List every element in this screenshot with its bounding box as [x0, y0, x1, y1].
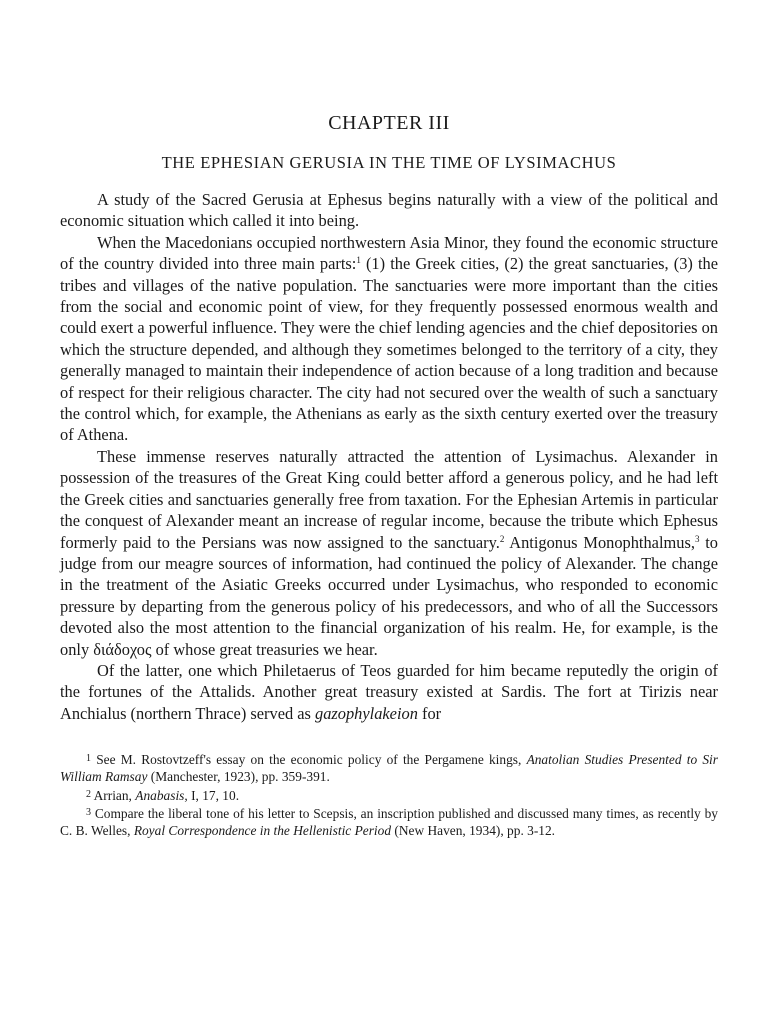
footnote-ref-3: 3: [694, 533, 700, 544]
greek-word: διάδοχος: [93, 639, 152, 659]
chapter-heading: CHAPTER III: [328, 112, 450, 134]
body-text: [60, 189, 718, 724]
italic-term: gazophylakeion: [315, 703, 418, 723]
chapter-title: THE EPHESIAN GERUSIA IN THE TIME OF LYSIMACHUS: [161, 153, 617, 172]
footnotes: [60, 750, 718, 839]
footnote-1: $^1$ See M. Rostovtzeff's essay on the economic policy of the Pergamene kings, Anatolian Studies Presented to Sir William Ramsay (Manchester, 1923), pp. 359-391.: [60, 752, 718, 785]
paragraph-1: A study of the Sacred Gerusia at Ephesus begins naturally with a view of the political and economic situation which called it into being.: [60, 190, 718, 231]
footnote-ref-1: 1: [356, 255, 361, 266]
footnote-ref-2: 2: [499, 533, 505, 544]
book-page: [60, 112, 718, 839]
footnote-2: $^2$ Arrian, Anabasis, I, 17, 10.: [86, 787, 240, 803]
paragraph-4: Of the latter, one which Philetaerus of Teos guarded for him became reputedly the origin of the fortunes of the Attalids. Another great treasury existed at Sardis. The fort at Tirizis near Anchialus (northern Thrace) served as gazophylakeion for: [60, 660, 718, 723]
footnote-3: $^3$ Compare the liberal tone of his letter to Scepsis, an inscription published and discussed many times, as recently by C. B. Welles, Royal Correspondence in the Hellenistic Period (New Haven, 1934), pp. 3-12.: [60, 805, 718, 838]
paragraph-3: These immense reserves naturally attracted the attention of Lysimachus. Alexander in possession of the treasures of the Great King could better afford a generous policy, and he had left the Greek cities and sanctuaries generally free from taxation. For the Ephesian Artemis in particular the conquest of Alexander meant an increase of regular income, because the tribute which Ephesus formerly paid to the Persians was now assigned to the sanctuary.$^2$ Antigonus Monophthalmus,$^3$ to judge from our meagre sources of information, had continued the policy of Alexander. The change in the treatment of the Asiatic Greeks occurred under Lysimachus, who responded to economic pressure by departing from the generous policy of his predecessors, and who of all the Successors devoted also the most attention to the financial organization of his realm. He, for example, is the only διάδοχος of whose great treasuries we hear.: [60, 446, 718, 659]
paragraph-2: When the Macedonians occupied northwestern Asia Minor, they found the economic structure of the country divided into three main parts:$^1$ (1) the Greek cities, (2) the great sanctuaries, (3) the tribes and villages of the native population. The sanctuaries were more important than the cities from the social and economic point of view, for they frequently possessed enormous wealth and could exert a powerful influence. They were the chief lending agencies and the chief depositories on which the structure depended, and although they sometimes belonged to the territory of a city, they generally managed to maintain their independence of action because of a long tradition and because of respect for their religious character. The city had not secured over the wealth of such a sanctuary the control which, for example, the Athenians as early as the sixth century exerted over the treasury of Athena.: [60, 232, 719, 445]
